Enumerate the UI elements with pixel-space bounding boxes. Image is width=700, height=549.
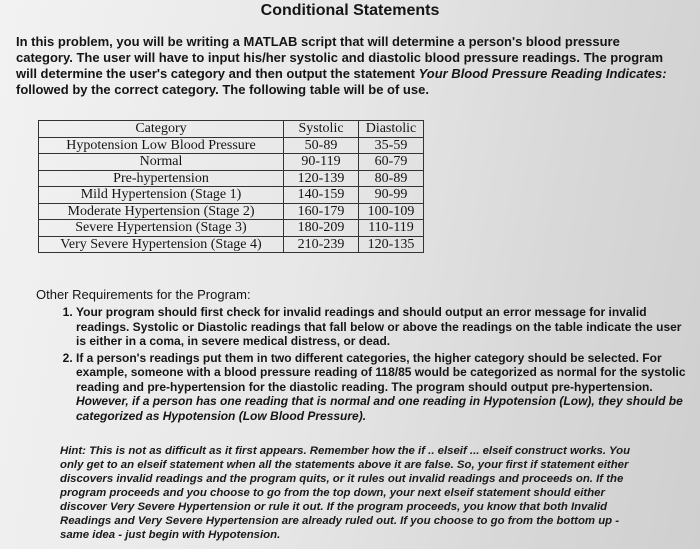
requirement-2-text: If a person's readings put them in two different categories, the higher category should be selected. For example, someone with a blood pressure reading of 118/85 would be categorized as normal for the systolic reading and pre-hypertension for the diastolic reading. The program should output pre-hypertension.	[76, 350, 686, 394]
intro-text-after: followed by the correct category. The following table will be of use.	[16, 82, 429, 97]
page-title: Conditional Statements	[260, 2, 440, 19]
requirements-list	[56, 305, 686, 425]
header-systolic: Systolic	[284, 121, 359, 138]
requirement-2-italic: However, if a person has one reading that is normal and one reading in Hypotension (Low), they should be categorized as Hypotension (Low Blood Pressure).	[76, 394, 683, 423]
table-row	[39, 154, 424, 171]
list-item	[76, 305, 686, 349]
cell-category: Mild Hypertension (Stage 1)	[39, 187, 284, 204]
cell-systolic: 50-89	[284, 137, 359, 154]
cell-diastolic: 100-109	[359, 203, 424, 220]
cell-diastolic: 80-89	[359, 170, 424, 187]
cell-category: Severe Hypertension (Stage 3)	[39, 220, 284, 237]
cell-category: Hypotension Low Blood Pressure	[39, 137, 284, 154]
cell-diastolic: 60-79	[359, 154, 424, 171]
hint-paragraph: Hint: This is not as difficult as it first appears. Remember how the if .. elseif ... elseif construct works. You only get to an elseif statement when all the statements above it are false. So, your first if statement either discovers invalid readings and the program quits, or it rules out invalid readings and proceeds on. If the program proceeds and you choose to go from the top down, your next elseif statement should either discover Very Severe Hypertension or rule it out. If the program proceeds, you know that both Invalid Readings and Very Severe Hypertension are already ruled out. If you choose to go from the bottom up - same idea - just begin with Hypotension.	[60, 445, 631, 541]
requirement-1-text: Your program should first check for invalid readings and should output an error message for invalid readings. Systolic or Diastolic readings that fall below or above the readings on the table indicate the user is either in a coma, in severe medical distress, or dead.	[76, 305, 682, 348]
table-row	[39, 187, 424, 204]
table-row	[39, 236, 424, 253]
intro-paragraph	[16, 34, 676, 98]
cell-diastolic: 110-119	[359, 220, 424, 237]
table-row	[39, 203, 424, 220]
intro-text-before: In this problem, you will be writing a MATLAB script that will determine a person's blood pressure category. The user will have to input his/her systolic and diastolic blood pressure readings. The program will determine the user's category and then output the statement	[16, 34, 664, 81]
table-row	[39, 170, 424, 187]
cell-systolic: 210-239	[284, 236, 359, 253]
cell-systolic: 120-139	[284, 170, 359, 187]
table-header-row	[39, 121, 424, 138]
blood-pressure-table	[38, 120, 424, 253]
cell-systolic: 140-159	[284, 187, 359, 204]
header-category: Category	[39, 121, 284, 138]
cell-systolic: 180-209	[284, 220, 359, 237]
cell-category: Pre-hypertension	[39, 170, 284, 187]
cell-systolic: 90-119	[284, 154, 359, 171]
cell-category: Very Severe Hypertension (Stage 4)	[39, 236, 284, 253]
cell-diastolic: 90-99	[359, 187, 424, 204]
cell-diastolic: 35-59	[359, 137, 424, 154]
requirements-heading: Other Requirements for the Program:	[36, 287, 251, 302]
intro-italic-statement: Your Blood Pressure Reading Indicates:	[418, 66, 667, 81]
cell-diastolic: 120-135	[359, 236, 424, 253]
table-row	[39, 137, 424, 154]
cell-systolic: 160-179	[284, 203, 359, 220]
list-item	[76, 351, 686, 424]
cell-category: Normal	[39, 154, 284, 171]
cell-category: Moderate Hypertension (Stage 2)	[39, 203, 284, 220]
table-row	[39, 220, 424, 237]
header-diastolic: Diastolic	[359, 121, 424, 138]
